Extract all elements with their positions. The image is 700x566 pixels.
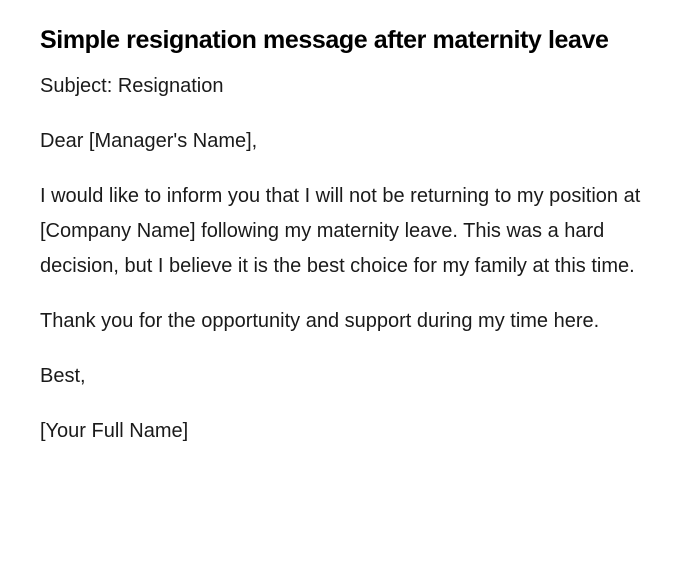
- body-paragraph-2: Thank you for the opportunity and support during my time here.: [40, 310, 600, 332]
- greeting: Dear [Manager's Name],: [40, 130, 258, 152]
- closing: Best,: [40, 365, 86, 387]
- body-paragraph-1: I would like to inform you that I will not be returning to my position at [Company Name] following my maternity leave. This was a hard decision, but I believe it is the best choice for my family at this time.: [40, 185, 641, 277]
- page-title: Simple resignation message after maternity leave: [40, 26, 609, 54]
- resignation-message: [40, 22, 650, 449]
- email-subject: Subject: Resignation: [40, 75, 224, 97]
- signature: [Your Full Name]: [40, 420, 189, 442]
